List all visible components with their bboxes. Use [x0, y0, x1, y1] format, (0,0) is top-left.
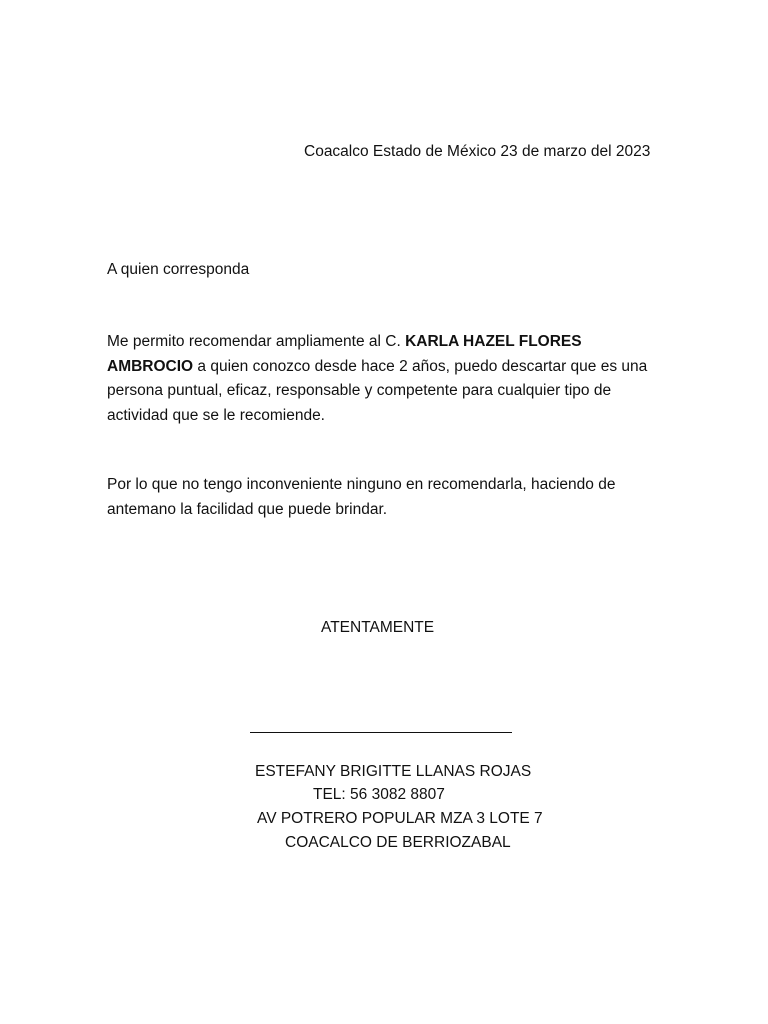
recommendation-paragraph	[107, 330, 667, 428]
closing-text: ATENTAMENTE	[321, 619, 435, 636]
statement-paragraph	[107, 473, 667, 522]
paragraph-line: antemano la facilidad que puede brindar.	[107, 500, 388, 518]
signer-phone: TEL: 56 3082 8807	[313, 786, 445, 803]
paragraph-line: actividad que se le recomiende.	[107, 406, 325, 424]
paragraph-line	[107, 355, 667, 380]
signer-address: AV POTRERO POPULAR MZA 3 LOTE 7	[257, 810, 543, 827]
signer-city: COACALCO DE BERRIOZABAL	[285, 834, 511, 851]
paragraph-text: a quien conozco desde hace 2 años, puedo descartar que es una	[193, 357, 648, 375]
letter-date: Coacalco Estado de México 23 de marzo del 2023	[304, 143, 651, 160]
letter-greeting: A quien corresponda	[107, 261, 250, 278]
recommended-surname: AMBROCIO	[107, 357, 194, 375]
paragraph-line	[107, 330, 667, 355]
paragraph-line: persona puntual, eficaz, responsable y competente para cualquier tipo de	[107, 382, 612, 399]
paragraph-intro: Me permito recomendar ampliamente al C.	[107, 333, 406, 350]
signature-line	[250, 732, 512, 733]
paragraph-line: Por lo que no tengo inconveniente ninguno en recomendarla, haciendo de	[107, 476, 616, 493]
signer-name: ESTEFANY BRIGITTE LLANAS ROJAS	[255, 763, 532, 780]
recommended-name: KARLA HAZEL FLORES	[405, 333, 582, 350]
